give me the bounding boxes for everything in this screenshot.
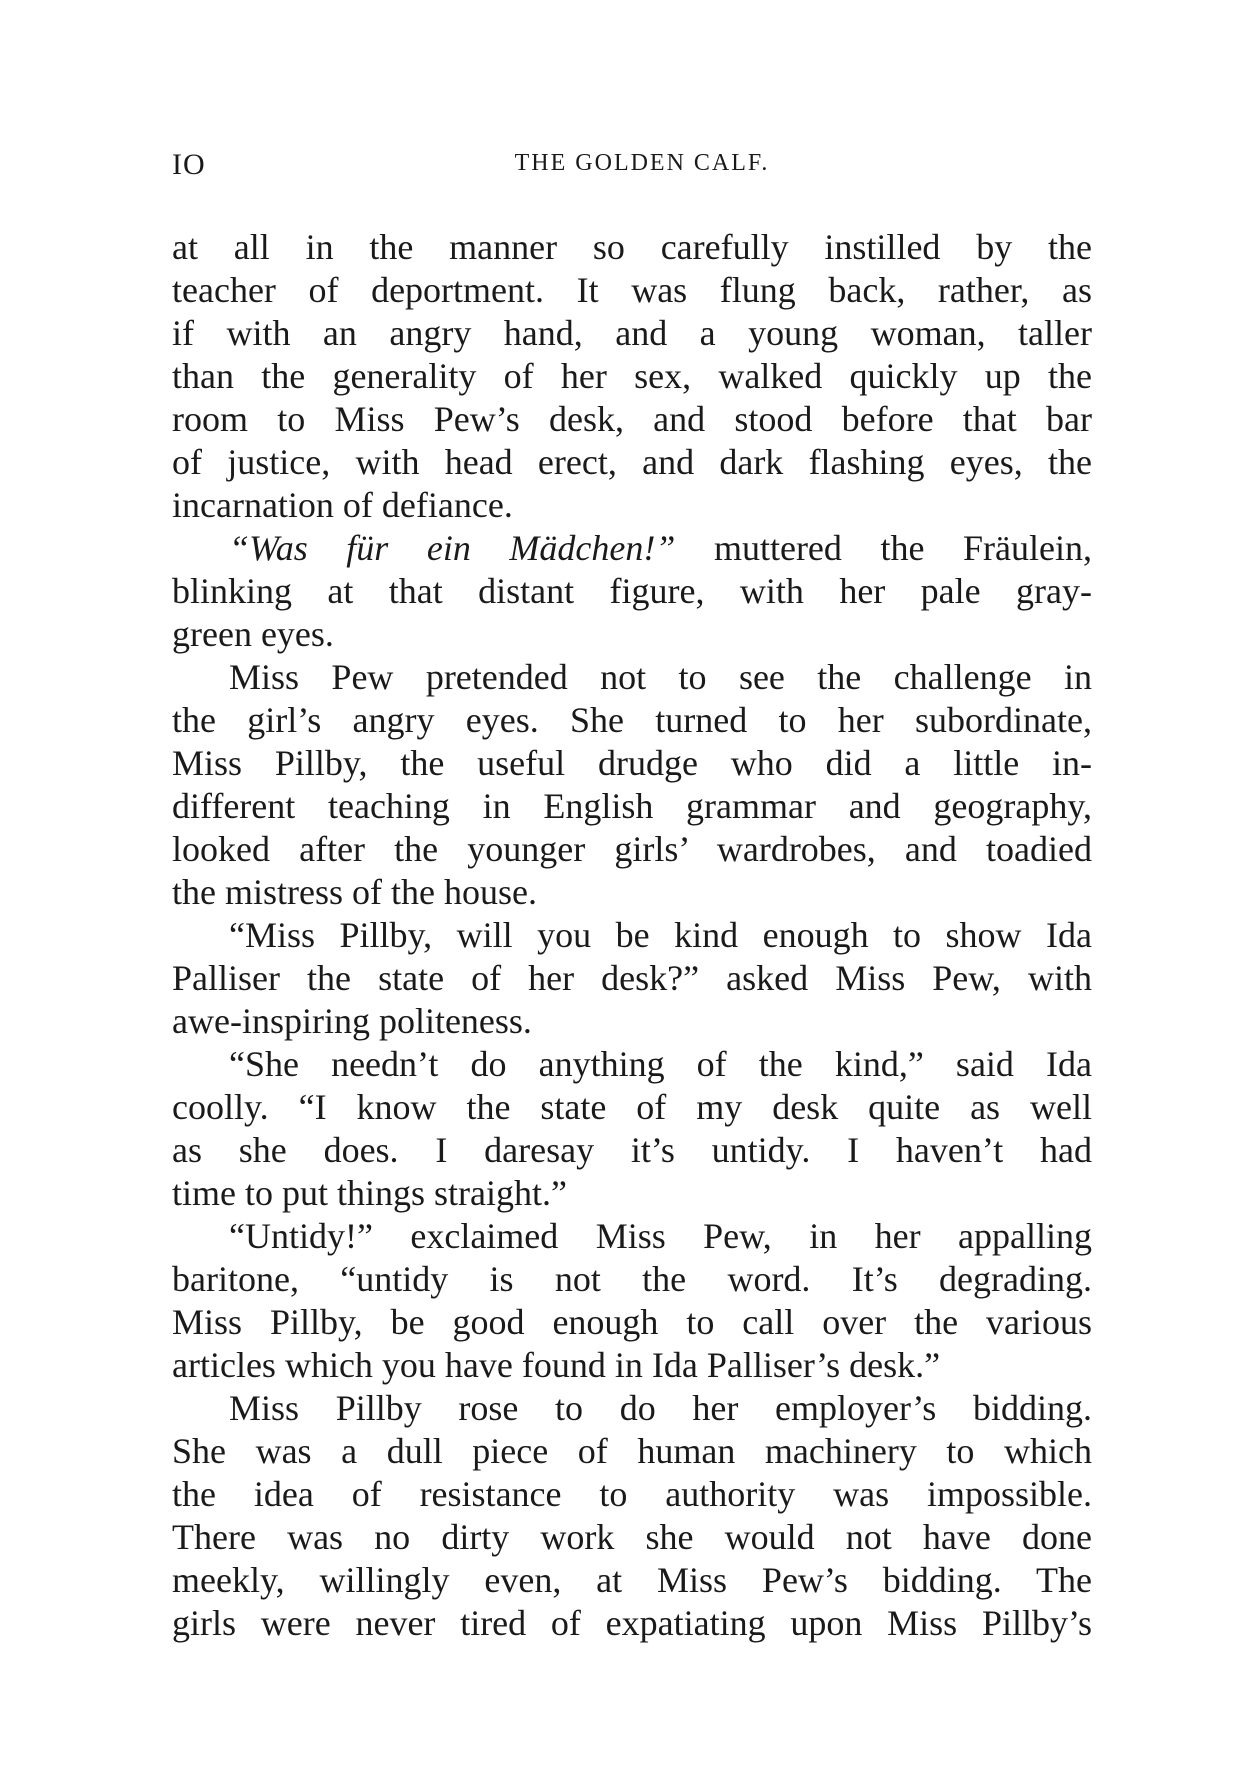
body-text: [172, 226, 1092, 1645]
text-line: different teaching in English grammar and geography,: [172, 786, 1092, 826]
quote-continuation: muttered the Fräulein,: [713, 528, 1092, 568]
text-line: “She needn’t do anything of the kind,” said Ida: [229, 1044, 1092, 1084]
text-line: blinking at that distant figure, with her pale gray-: [172, 571, 1092, 611]
text-line-quote: [172, 527, 1092, 570]
text-line: if with an angry hand, and a young woman, taller: [172, 313, 1092, 353]
page-number: IO: [172, 148, 206, 181]
text-line: of justice, with head erect, and dark flashing eyes, the: [172, 442, 1092, 482]
text-line: “Miss Pillby, will you be kind enough to show Ida: [229, 915, 1092, 955]
text-line: looked after the younger girls’ wardrobes, and toadied: [172, 829, 1092, 869]
text-line: Miss Pillby rose to do her employer’s bidding.: [229, 1388, 1092, 1428]
text-line: teacher of deportment. It was flung back, rather, as: [172, 270, 1092, 310]
text-line: incarnation of defiance.: [172, 485, 513, 525]
text-line: the idea of resistance to authority was impossible.: [172, 1474, 1092, 1514]
text-line: articles which you have found in Ida Palliser’s desk.”: [172, 1345, 941, 1385]
text-line: the girl’s angry eyes. She turned to her subordinate,: [172, 700, 1092, 740]
text-line: Miss Pillby, the useful drudge who did a little in-: [172, 743, 1092, 783]
text-line: meekly, willingly even, at Miss Pew’s bidding. The: [172, 1560, 1092, 1600]
running-title: THE GOLDEN CALF.: [514, 150, 770, 176]
text-line: She was a dull piece of human machinery to which: [172, 1431, 1092, 1471]
text-line: coolly. “I know the state of my desk quite as well: [172, 1087, 1092, 1127]
text-line: room to Miss Pew’s desk, and stood before that bar: [172, 399, 1092, 439]
german-quote: “Was für ein Mädchen!”: [229, 528, 676, 568]
text-line: green eyes.: [172, 614, 334, 654]
text-line: girls were never tired of expatiating upon Miss Pillby’s: [172, 1603, 1092, 1643]
text-line: There was no dirty work she would not have done: [172, 1517, 1092, 1557]
text-line: than the generality of her sex, walked quickly up the: [172, 356, 1092, 396]
page-header: [172, 148, 1092, 188]
text-line: Miss Pew pretended not to see the challenge in: [229, 657, 1092, 697]
text-line: awe-inspiring politeness.: [172, 1001, 532, 1041]
text-line: the mistress of the house.: [172, 872, 537, 912]
text-line: Miss Pillby, be good enough to call over the various: [172, 1302, 1092, 1342]
text-line: at all in the manner so carefully instilled by the: [172, 227, 1092, 267]
text-line: Palliser the state of her desk?” asked Miss Pew, with: [172, 958, 1092, 998]
text-line: baritone, “untidy is not the word. It’s degrading.: [172, 1259, 1092, 1299]
text-line: as she does. I daresay it’s untidy. I haven’t had: [172, 1130, 1092, 1170]
text-line: “Untidy!” exclaimed Miss Pew, in her appalling: [229, 1216, 1092, 1256]
text-line: time to put things straight.”: [172, 1173, 567, 1213]
